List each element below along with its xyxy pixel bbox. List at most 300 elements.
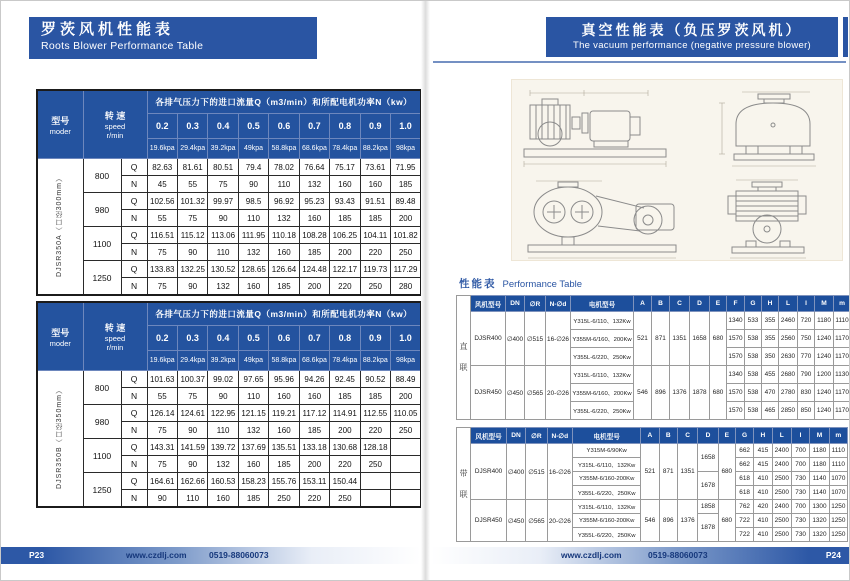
pressure-header: 0.6	[269, 114, 299, 139]
q-value-cell	[391, 439, 421, 456]
q-value-cell: 89.48	[391, 193, 421, 210]
kpa-header: 39.2kpa	[208, 139, 238, 159]
dim-col-header: DN	[506, 296, 525, 312]
bolt-cell: 16-∅26	[546, 312, 571, 366]
n-value-cell: 45	[147, 176, 177, 193]
q-value-cell: 94.26	[299, 371, 329, 388]
dim-col-header: M	[815, 296, 834, 312]
q-row	[37, 193, 421, 210]
dim-value-cell: 538	[745, 384, 762, 402]
n-value-cell: 90	[177, 456, 207, 473]
speed-label-cn: 转 速	[104, 111, 126, 121]
n-value-cell: 185	[299, 422, 329, 439]
dim-value-cell: 410	[754, 472, 772, 486]
dim-value-cell: 1170	[834, 384, 850, 402]
q-row	[37, 473, 421, 490]
pressure-header: 0.5	[238, 114, 268, 139]
q-row	[37, 261, 421, 278]
left-footer-website: www.czdlj.com	[126, 550, 187, 560]
n-label-cell: N	[121, 456, 147, 473]
dim-E-cell: 680	[710, 312, 727, 366]
dim-value-cell: 1070	[829, 472, 847, 486]
q-value-cell: 143.31	[147, 439, 177, 456]
q-value-cell: 135.51	[269, 439, 299, 456]
motor-model-cell: Y355L-6/220、250Kw	[571, 402, 634, 420]
pressure-header: 0.9	[360, 114, 390, 139]
dim-col-header: B	[652, 296, 670, 312]
dn-cell: ∅450	[506, 500, 525, 542]
n-value-cell: 220	[330, 456, 360, 473]
dim-col-header: M	[810, 428, 829, 444]
q-value-cell: 113.06	[208, 227, 238, 244]
motor-model-cell: Y355L-6/220、250Kw	[571, 348, 634, 366]
left-title-en: Roots Blower Performance Table	[41, 40, 204, 52]
dim-col-header: L	[772, 428, 791, 444]
q-value-cell: 112.55	[360, 405, 390, 422]
dim-D-cell: 1678	[698, 472, 718, 500]
dn-cell: ∅400	[506, 444, 525, 500]
dim-value-cell: 533	[745, 312, 762, 330]
dim-value-cell: 722	[735, 528, 753, 542]
q-value-cell: 99.02	[208, 371, 238, 388]
pressure-header: 0.6	[269, 326, 299, 351]
dim-value-cell: 538	[745, 366, 762, 384]
q-value-cell: 130.68	[330, 439, 360, 456]
n-value-cell: 55	[177, 176, 207, 193]
right-page-number: P24	[825, 550, 841, 560]
q-value-cell: 108.28	[299, 227, 329, 244]
dim-value-cell: 1300	[810, 500, 829, 514]
dim-value-cell: 700	[791, 458, 809, 472]
dim-col-header: H	[754, 428, 772, 444]
dim-col-header: G	[745, 296, 762, 312]
model-label-cn: 型号	[51, 115, 70, 126]
dim-value-cell: 762	[735, 500, 753, 514]
speed-unit: r/min	[106, 131, 124, 140]
section-title-en: Performance Table	[502, 279, 583, 290]
left-footer-phone: 0519-88060073	[209, 550, 269, 560]
n-value-cell: 160	[269, 244, 299, 261]
dim-value-cell: 730	[791, 486, 809, 500]
dim-value-cell: 2780	[779, 384, 798, 402]
q-value-cell: 90.52	[360, 371, 390, 388]
technical-drawings-panel	[511, 79, 843, 261]
n-value-cell: 132	[238, 244, 268, 261]
kpa-header: 68.6kpa	[299, 351, 329, 371]
q-value-cell: 139.72	[208, 439, 238, 456]
q-value-cell: 111.95	[238, 227, 268, 244]
q-value-cell: 101.63	[147, 371, 177, 388]
dim-value-cell: 538	[745, 330, 762, 348]
model-cell	[37, 371, 83, 508]
dim-col-header: L	[779, 296, 798, 312]
q-value-cell: 88.49	[391, 371, 421, 388]
dim-value-cell: 2400	[772, 500, 791, 514]
q-value-cell: 133.18	[299, 439, 329, 456]
model-cell: DJSR400	[471, 444, 507, 500]
dim-value-cell: 700	[791, 500, 809, 514]
dim-value-cell: 538	[745, 402, 762, 420]
q-value-cell: 158.23	[238, 473, 268, 490]
dim-value-cell: 730	[791, 528, 809, 542]
kpa-header: 78.4kpa	[330, 139, 360, 159]
dim-value-cell: 618	[735, 472, 753, 486]
n-value-cell: 132	[269, 210, 299, 227]
dim-data-row	[457, 500, 848, 514]
q-value-cell: 95.23	[299, 193, 329, 210]
flow-power-span-title: 各排气压力下的进口流量Q（m3/min）和所配电机功率N（kw）	[147, 302, 421, 326]
kpa-header: 19.6kpa	[147, 139, 177, 159]
dim-value-cell: 2400	[772, 444, 791, 458]
dim-col-header: C	[670, 296, 690, 312]
left-page-title-box	[29, 17, 317, 59]
q-label-cell: Q	[121, 473, 147, 490]
dn-cell: ∅450	[506, 366, 525, 420]
q-label-cell: Q	[121, 261, 147, 278]
q-value-cell: 141.59	[177, 439, 207, 456]
q-value-cell: 97.65	[238, 371, 268, 388]
q-value-cell: 153.11	[299, 473, 329, 490]
dim-value-cell: 1110	[829, 458, 847, 472]
n-value-cell: 160	[330, 176, 360, 193]
n-value-cell: 200	[391, 210, 421, 227]
dim-col-header: DN	[506, 428, 525, 444]
n-value-cell: 90	[177, 244, 207, 261]
dim-col-header: 电机型号	[573, 428, 641, 444]
speed-cell: 1100	[83, 227, 121, 261]
performance-table-djsr350a	[36, 89, 422, 296]
n-value-cell: 250	[360, 278, 390, 296]
n-value-cell: 55	[147, 210, 177, 227]
dim-B-cell: 896	[652, 366, 670, 420]
motor-model-cell: Y355M-6/160、200Kw	[571, 330, 634, 348]
motor-model-cell: Y315L-6/110、132Kw	[573, 500, 641, 514]
q-row	[37, 405, 421, 422]
q-value-cell: 79.4	[238, 159, 268, 176]
dim-D-cell: 1858	[698, 500, 718, 514]
q-value-cell: 133.83	[147, 261, 177, 278]
q-value-cell: 117.29	[391, 261, 421, 278]
dim-value-cell: 1240	[815, 348, 834, 366]
drawing-side-view-belt-icon	[516, 174, 688, 260]
n-value-cell: 185	[330, 210, 360, 227]
dim-value-cell: 1180	[810, 458, 829, 472]
perf-header-row	[37, 90, 421, 114]
pressure-header: 0.3	[177, 326, 207, 351]
q-value-cell: 121.15	[238, 405, 268, 422]
dim-D-cell: 1878	[698, 514, 718, 542]
dim-A-cell: 546	[641, 500, 659, 542]
dim-value-cell: 730	[791, 514, 809, 528]
motor-model-cell: Y315M-6/90Kw	[573, 444, 641, 458]
q-value-cell: 81.61	[177, 159, 207, 176]
kpa-header: 98kpa	[391, 139, 421, 159]
dim-col-header: 风机型号	[471, 428, 507, 444]
q-value-cell: 162.66	[177, 473, 207, 490]
dim-value-cell: 722	[735, 514, 753, 528]
dim-data-row	[457, 366, 850, 384]
pressure-header: 1.0	[391, 326, 421, 351]
pressure-header: 0.5	[238, 326, 268, 351]
q-label-cell: Q	[121, 439, 147, 456]
perf-header-row	[37, 302, 421, 326]
dim-value-cell: 1240	[815, 330, 834, 348]
dim-C-cell: 1351	[670, 312, 690, 366]
dim-B-cell: 871	[652, 312, 670, 366]
dim-value-cell: 1140	[810, 486, 829, 500]
dim-col-header: 电机型号	[571, 296, 634, 312]
dim-value-cell: 720	[798, 312, 815, 330]
motor-model-cell: Y315L-6/110、132Kw	[571, 366, 634, 384]
q-value-cell: 115.12	[177, 227, 207, 244]
n-value-cell: 200	[330, 422, 360, 439]
dim-value-cell: 1250	[829, 528, 847, 542]
flange-cell: ∅515	[525, 312, 546, 366]
n-value-cell: 160	[299, 388, 329, 405]
dim-B-cell: 896	[659, 500, 677, 542]
n-value-cell: 185	[238, 490, 268, 508]
model-label-en: moder	[49, 126, 71, 136]
dim-col-header: F	[727, 296, 745, 312]
q-value-cell: 99.97	[208, 193, 238, 210]
q-value-cell: 137.69	[238, 439, 268, 456]
dim-value-cell: 1570	[727, 384, 745, 402]
dim-value-cell: 1320	[810, 528, 829, 542]
q-value-cell: 73.61	[360, 159, 390, 176]
q-value-cell: 164.61	[147, 473, 177, 490]
speed-cell: 1250	[83, 473, 121, 508]
q-label-cell: Q	[121, 193, 147, 210]
n-value-cell: 250	[360, 456, 390, 473]
n-value-cell: 220	[330, 278, 360, 296]
dim-value-cell: 830	[798, 384, 815, 402]
dim-header-row	[457, 428, 848, 444]
dim-value-cell: 410	[754, 528, 772, 542]
pressure-header: 0.4	[208, 326, 238, 351]
dim-value-cell: 1320	[810, 514, 829, 528]
n-label-cell: N	[121, 176, 147, 193]
dim-A-cell: 521	[641, 444, 659, 500]
right-title-cn: 真空性能表（负压罗茨风机）	[581, 22, 803, 38]
n-label-cell: N	[121, 388, 147, 405]
right-page-title-box	[546, 17, 838, 57]
motor-model-cell: Y355M-6/160、200Kw	[571, 384, 634, 402]
dim-A-cell: 521	[634, 312, 652, 366]
kpa-header: 58.8kpa	[269, 139, 299, 159]
kpa-header: 78.4kpa	[330, 351, 360, 371]
q-label-cell: Q	[121, 371, 147, 388]
dim-value-cell: 415	[754, 458, 772, 472]
n-value-cell: 75	[147, 244, 177, 261]
n-value-cell: 90	[238, 176, 268, 193]
drawing-front-view-top-icon	[702, 84, 840, 170]
n-value-cell: 220	[299, 490, 329, 508]
dim-header-row	[457, 296, 850, 312]
dim-value-cell: 538	[745, 348, 762, 366]
speed-label-en: speed	[104, 122, 126, 131]
n-value-cell: 185	[269, 456, 299, 473]
col-header-speed	[83, 302, 147, 371]
n-value-cell: 185	[269, 278, 299, 296]
coupling-type-char: 直	[459, 342, 468, 351]
speed-label-cn: 转 速	[104, 323, 126, 333]
motor-model-cell: Y355L-6/220、250Kw	[573, 528, 641, 542]
q-label-cell: Q	[121, 227, 147, 244]
speed-cell: 1250	[83, 261, 121, 296]
kpa-header: 88.2kpa	[360, 139, 390, 159]
n-label-cell: N	[121, 422, 147, 439]
q-value-cell: 128.18	[360, 439, 390, 456]
n-value-cell: 250	[330, 490, 360, 508]
dim-value-cell: 1200	[815, 366, 834, 384]
dim-value-cell: 2630	[779, 348, 798, 366]
dim-value-cell: 1570	[727, 330, 745, 348]
dim-value-cell: 770	[798, 348, 815, 366]
n-value-cell: 160	[208, 490, 238, 508]
dim-col-header: H	[762, 296, 779, 312]
motor-model-cell: Y355M-6/160-200Kw	[573, 472, 641, 486]
n-value-cell: 90	[177, 422, 207, 439]
model-vertical-text: DJSR350A（口径300mm）	[56, 174, 64, 277]
dim-col-header: N-∅d	[546, 296, 571, 312]
dim-value-cell: 2500	[772, 514, 791, 528]
n-value-cell: 200	[299, 456, 329, 473]
dim-col-header: 风机型号	[471, 296, 506, 312]
q-row	[37, 439, 421, 456]
dimension-table-direct-coupled	[456, 295, 850, 420]
dim-E-cell: 680	[710, 366, 727, 420]
n-value-cell: 110	[177, 490, 207, 508]
dim-C-cell: 1376	[670, 366, 690, 420]
performance-table-djsr350b	[36, 301, 422, 508]
motor-model-cell: Y315L-6/110、132Kw	[573, 458, 641, 472]
n-value-cell: 55	[147, 388, 177, 405]
dim-value-cell: 850	[798, 402, 815, 420]
n-value-cell: 250	[391, 422, 421, 439]
dim-value-cell: 1180	[815, 312, 834, 330]
dim-col-header: ∅R	[526, 428, 547, 444]
n-value-cell: 200	[299, 278, 329, 296]
dim-D-cell: 1658	[698, 444, 718, 472]
dimension-table-belt-driven	[456, 427, 848, 542]
dim-E-cell: 680	[718, 500, 735, 542]
pressure-header: 0.7	[299, 326, 329, 351]
dim-value-cell: 350	[762, 348, 779, 366]
speed-cell: 800	[83, 159, 121, 193]
dim-col-header: m	[834, 296, 850, 312]
dim-col-header: I	[798, 296, 815, 312]
dim-col-header: C	[677, 428, 697, 444]
q-value-cell	[391, 473, 421, 490]
q-value-cell: 124.48	[299, 261, 329, 278]
n-value-cell: 200	[391, 388, 421, 405]
dim-col-header: B	[659, 428, 677, 444]
n-value-cell	[360, 490, 390, 508]
kpa-header: 39.2kpa	[208, 351, 238, 371]
dim-col-header: I	[791, 428, 809, 444]
q-value-cell	[360, 473, 390, 490]
flange-cell: ∅565	[526, 500, 547, 542]
dim-value-cell: 750	[798, 330, 815, 348]
n-value-cell: 110	[269, 176, 299, 193]
q-value-cell: 114.91	[330, 405, 360, 422]
q-value-cell: 102.56	[147, 193, 177, 210]
speed-cell: 980	[83, 405, 121, 439]
n-value-cell: 185	[360, 388, 390, 405]
n-value-cell: 75	[147, 456, 177, 473]
kpa-header: 49kpa	[238, 351, 268, 371]
q-value-cell: 76.64	[299, 159, 329, 176]
q-value-cell: 98.5	[238, 193, 268, 210]
section-title-cn: 性能表	[459, 278, 497, 290]
n-value-cell: 185	[360, 210, 390, 227]
col-header-speed	[83, 90, 147, 159]
n-value-cell: 110	[208, 422, 238, 439]
left-footer-bar	[1, 547, 421, 564]
pressure-header: 0.7	[299, 114, 329, 139]
model-cell: DJSR400	[471, 312, 506, 366]
dim-data-row	[457, 444, 848, 458]
q-label-cell: Q	[121, 405, 147, 422]
q-label-cell: Q	[121, 159, 147, 176]
q-value-cell: 71.95	[391, 159, 421, 176]
q-row	[37, 227, 421, 244]
n-value-cell: 200	[330, 244, 360, 261]
q-value-cell: 122.17	[330, 261, 360, 278]
dim-C-cell: 1376	[677, 500, 697, 542]
dim-value-cell: 420	[754, 500, 772, 514]
dim-C-cell: 1351	[677, 444, 697, 500]
dim-value-cell: 662	[735, 458, 753, 472]
col-header-model	[37, 90, 83, 159]
model-cell: DJSR450	[471, 366, 506, 420]
kpa-header: 98kpa	[391, 351, 421, 371]
left-title-cn: 罗茨风机性能表	[41, 21, 175, 38]
dim-value-cell: 465	[762, 402, 779, 420]
n-value-cell: 160	[269, 388, 299, 405]
dim-value-cell: 2500	[772, 528, 791, 542]
dim-value-cell: 790	[798, 366, 815, 384]
dim-value-cell: 1070	[829, 486, 847, 500]
n-label-cell: N	[121, 210, 147, 227]
speed-unit: r/min	[106, 343, 124, 352]
n-value-cell: 75	[177, 210, 207, 227]
n-value-cell: 160	[299, 210, 329, 227]
q-value-cell: 96.92	[269, 193, 299, 210]
n-value-cell: 250	[391, 244, 421, 261]
n-value-cell: 250	[269, 490, 299, 508]
speed-cell: 980	[83, 193, 121, 227]
q-value-cell: 91.51	[360, 193, 390, 210]
q-value-cell: 155.76	[269, 473, 299, 490]
q-value-cell: 93.43	[330, 193, 360, 210]
q-value-cell: 75.17	[330, 159, 360, 176]
n-value-cell: 160	[238, 456, 268, 473]
dim-value-cell: 618	[735, 486, 753, 500]
flange-cell: ∅515	[526, 444, 547, 500]
dim-col-header: E	[718, 428, 735, 444]
q-value-cell: 160.53	[208, 473, 238, 490]
n-value-cell: 110	[238, 210, 268, 227]
dim-value-cell: 1250	[829, 500, 847, 514]
pressure-header: 0.2	[147, 114, 177, 139]
q-value-cell: 122.95	[208, 405, 238, 422]
dim-value-cell: 1170	[834, 348, 850, 366]
model-vertical-text: DJSR350B（口径350mm）	[56, 386, 64, 489]
speed-cell: 1100	[83, 439, 121, 473]
dim-value-cell: 2400	[772, 458, 791, 472]
motor-model-cell: Y315L-6/110、132Kw	[571, 312, 634, 330]
